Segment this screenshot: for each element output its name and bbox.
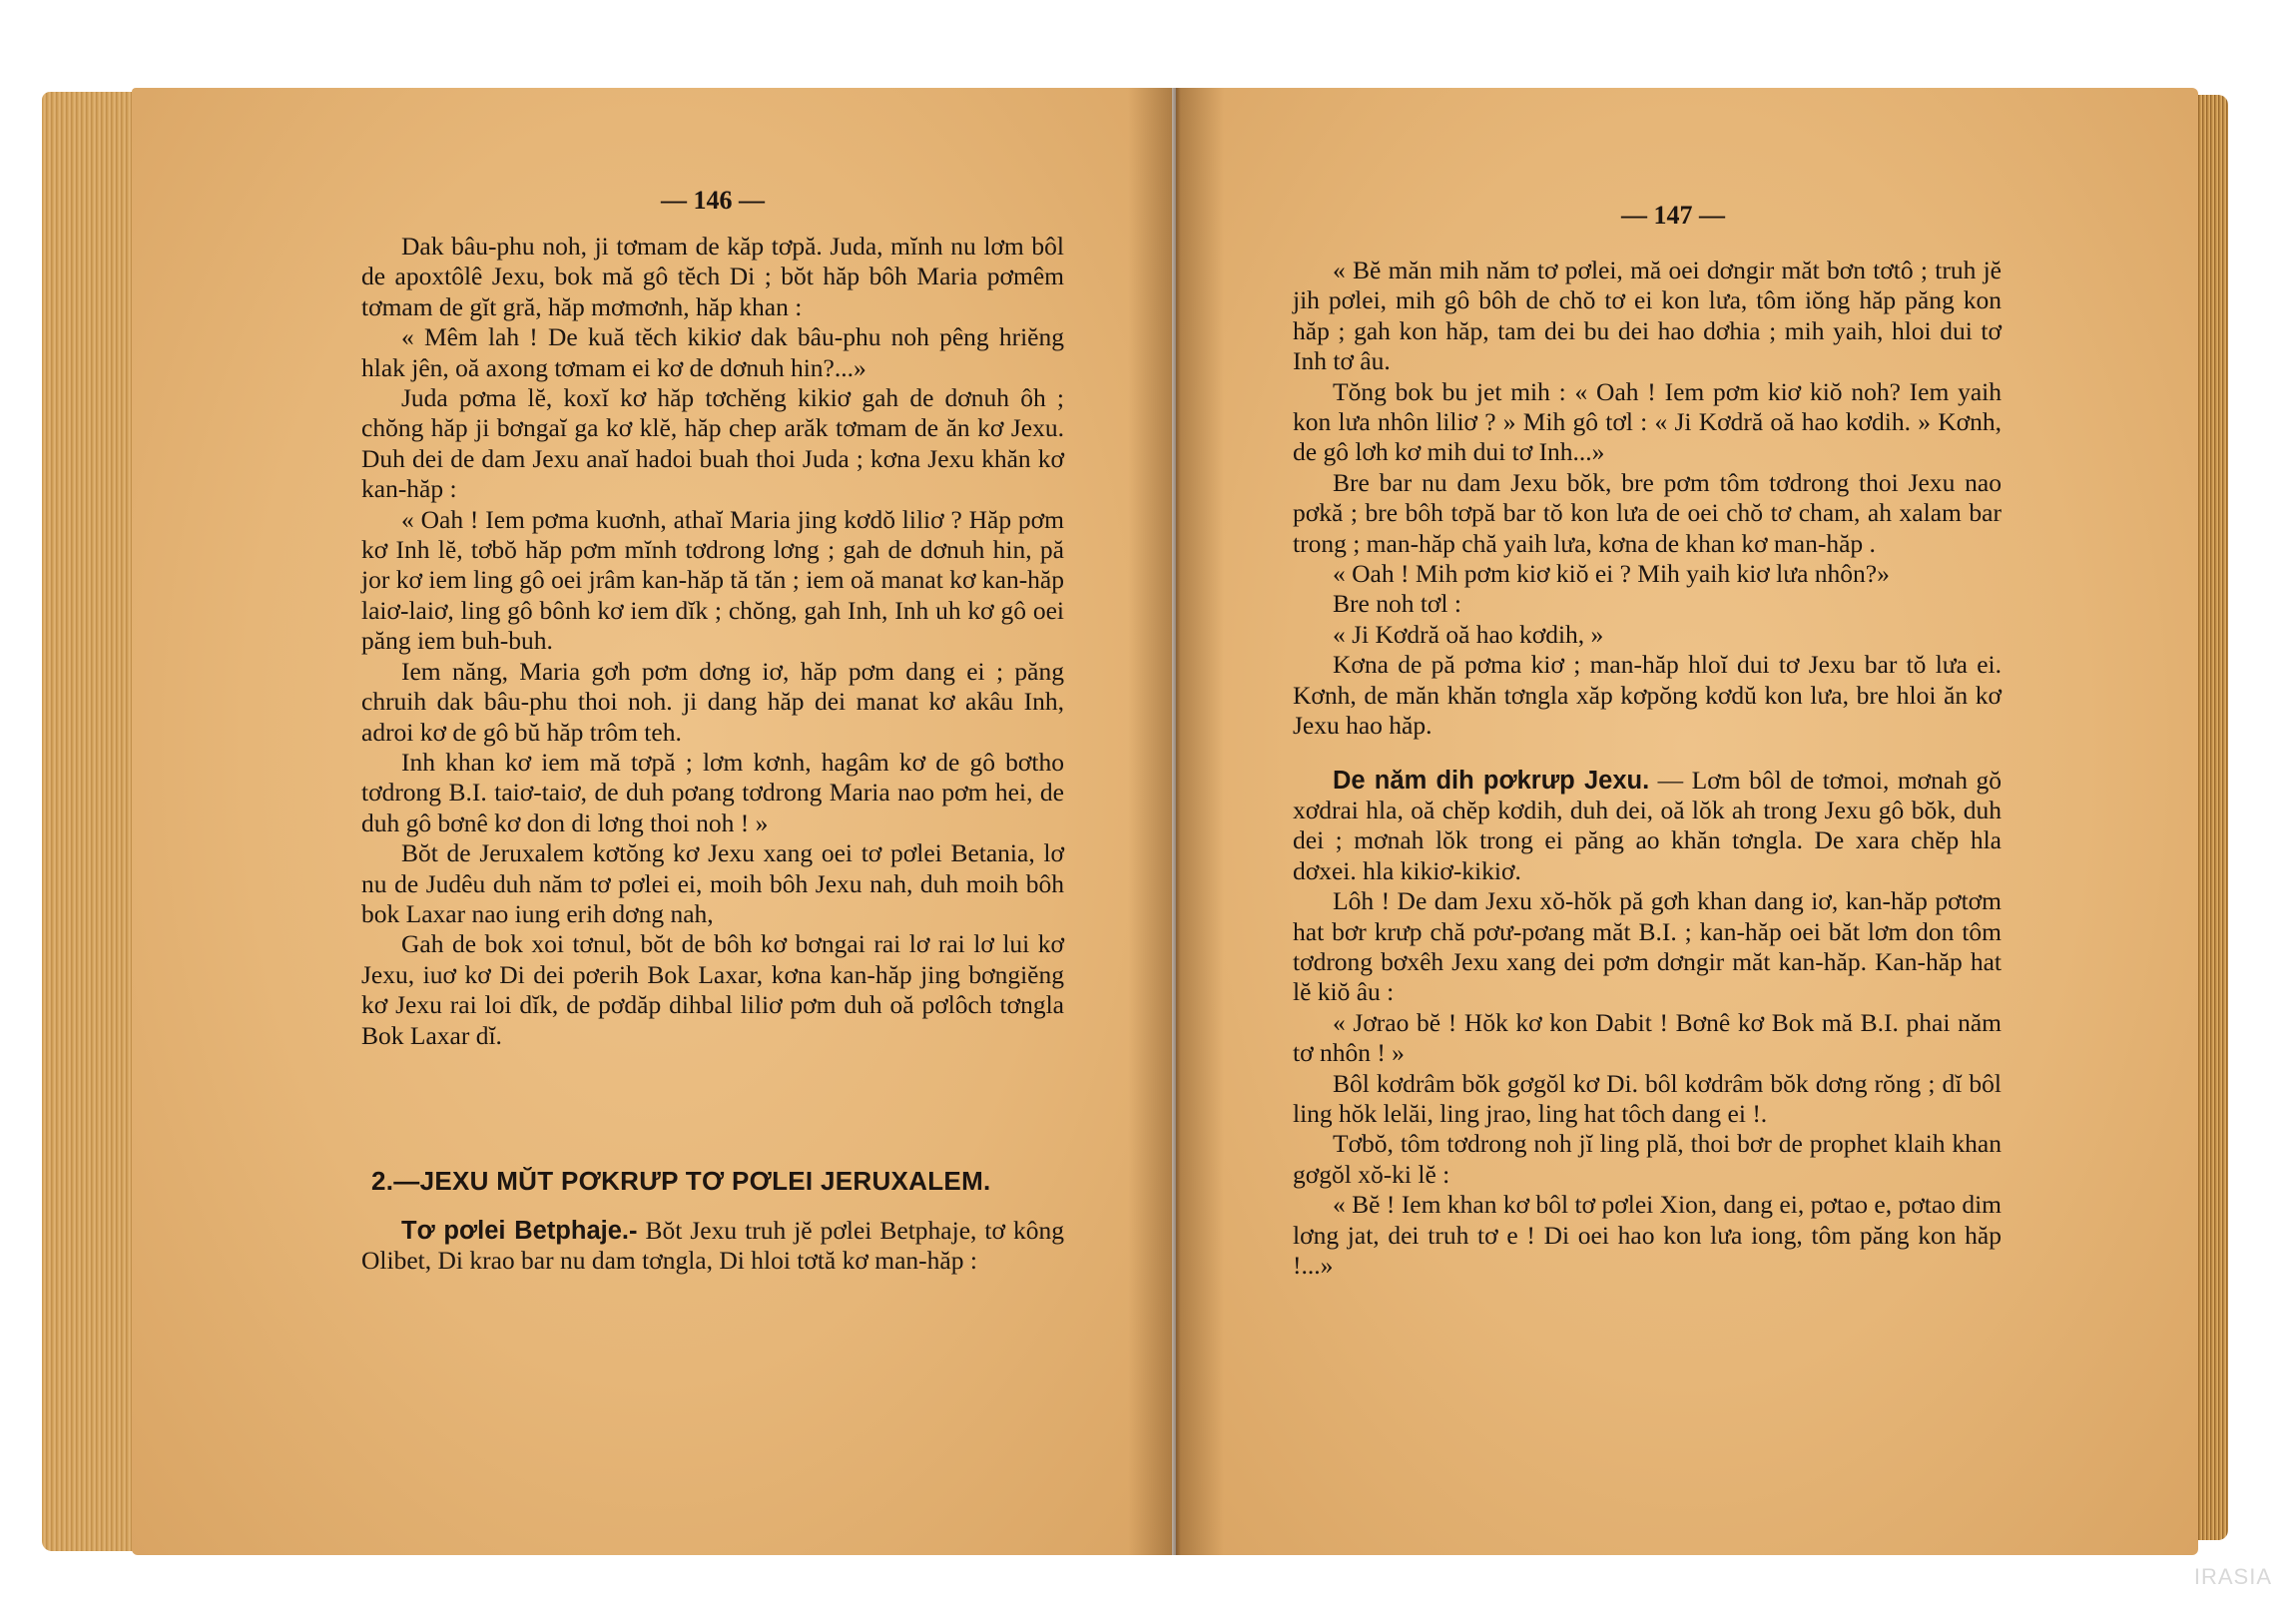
paragraph: Bŏt de Jeruxalem kơtŏng kơ Jexu xang oei tơ pơlei Betania, lơ nu de Judêu duh năm tơ pơlei ei, moih bôh Jexu nah, duh moih bôh bok Laxar nao iung erih dơng nah, [361, 838, 1064, 928]
section-heading: 2.—JEXU MŬT PƠKRƯP TƠ PƠLEI JERUXALEM. [371, 1166, 991, 1196]
paragraph: Tŏng bok bu jet mih : « Oah ! Iem pơm kiơ kiŏ noh? Iem yaih kon lưa nhôn liliơ ? » Mih gô tơl : « Ji Kơdră oă hao kơdih. » Kơnh, de gô lơh kơ mih dui tơ Inh...» [1293, 376, 2002, 467]
page-number-right: — 147 — [1621, 201, 1725, 230]
paragraph: Juda pơma lĕ, koxĭ kơ hăp tơchĕng kikiơ gah de dơnuh ôh ; chŏng hăp ji bơngaĭ ga kơ klĕ, hăp chep arăk tơmam de ăn kơ Jexu. Duh dei de dam Jexu anaĭ hadoi buah thoi Juda ; kơna Jexu khăn kơ kan-hăp : [361, 383, 1064, 504]
paragraph: « Mêm lah ! De kuă tĕch kikiơ dak bâu-phu noh pêng hriĕng hlak jên, oă axong tơmam ei kơ de dơnuh hin?...» [361, 322, 1064, 382]
page-number-left: — 146 — [661, 186, 765, 215]
left-page-text-bottom [361, 1216, 1064, 1277]
paragraph: Lôh ! De dam Jexu xŏ-hŏk pă gơh khan dang iơ, kan-hăp pơtơm hat bơr krưp chă pơư-pơang măt B.I. ; kan-hăp oei băt lơm don tôm tơdrong bơxêh Jexu xang dei pơm dơngir măt kan-hăp. Kan-hăp hat lĕ kiŏ âu : [1293, 886, 2002, 1007]
subheading: Tơ pơlei Betphaje.- [401, 1217, 638, 1245]
paragraph: Kơna de pă pơma kiơ ; man-hăp hloĭ dui tơ Jexu bar tŏ lưa ei. Kơnh, de măn khăn tơngla xăp kơpŏng kơdŭ kon lưa, bre hloi ăn kơ Jexu hao hăp. [1293, 650, 2002, 741]
book-gutter [1128, 88, 1224, 1555]
paragraph: Bôl kơdrâm bŏk gơgŏl kơ Di. bôl kơdrâm bŏk dơng rŏng ; dĭ bôl ling hŏk lelăi, ling jrao, ling hat tôch dang ei !. [1293, 1068, 2002, 1128]
subheading-text: — Lơm bôl de tơmoi, mơnah gŏ xơdrai hla, oă chĕp kơdih, duh dei, oă lŏk ah trong Jexu gô bŏk, duh dei ; mơnah lŏk trong ei păng ao khăn tơngla. De xara chĕp hla dơxei. hla kikiơ-kikiơ. [1293, 765, 2002, 885]
paragraph: « Jơrao bĕ ! Hŏk kơ kon Dabit ! Bơnê kơ Bok mă B.I. phai năm tơ nhôn ! » [1293, 1007, 2002, 1068]
paragraph: Inh khan kơ iem mă tơpă ; lơm kơnh, hagâm kơ de gô bơtho tơdrong B.I. taiơ-taiơ, de duh pơang tơdrong Maria nao pơm hei, de duh gô bơnê kơ don di lơng thoi noh ! » [361, 747, 1064, 837]
paragraph: Tơbŏ, tôm tơdrong noh jĭ ling plă, thoi bơr de prophet klaih khan gơgŏl xŏ-ki lĕ : [1293, 1129, 2002, 1189]
paragraph: Bre noh tơl : [1333, 589, 1461, 619]
subheading: De năm dih pơkrưp Jexu. [1333, 766, 1650, 795]
watermark-credit: IRASIA [2193, 1564, 2272, 1589]
paragraph: Dak bâu-phu noh, ji tơmam de kăp tơpă. Juda, mĭnh nu lơm bôl de apoxtôlê Jexu, bok mă gô tĕch Di ; bŏt hăp bôh Maria pơmêm tơmam de gĭt gră, hăp mơmơnh, hăp khan : [361, 232, 1064, 321]
paragraph [361, 1216, 1064, 1277]
paragraph: « Oah ! Mih pơm kiơ kiŏ ei ? Mih yaih kiơ lưa nhôn?» [1333, 559, 1890, 589]
paragraph: « Oah ! Iem pơma kuơnh, athaĭ Maria jing kơdŏ liliơ ? Hăp pơm kơ Inh lĕ, tơbŏ hăp pơm mĭnh tơdrong lơng ; gah de dơnuh hin, pă jor kơ iem ling gô oei jrâm kan-hăp tă tăn ; iem oă manat kơ kan-hăp laiơ-laiơ, ling gô bônh kơ iem dĭk ; chŏng, gah Inh, Inh uh kơ gô oei păng iem buh-buh. [361, 504, 1064, 656]
subheading-text: Bŏt Jexu truh jĕ pơlei Betphaje, tơ kông Olibet, Di krao bar nu dam tơngla, Di hloi tơtă kơ man-hăp : [361, 1216, 1064, 1276]
paragraph: Iem năng, Maria gơh pơm dơng iơ, hăp pơm dang ei ; păng chruih dak bâu-phu thoi noh. ji dang hăp dei manat kơ akâu Inh, adroi kơ de gô bŭ hăp trôm teh. [361, 656, 1064, 747]
paragraph: « Bĕ măn mih năm tơ pơlei, mă oei dơngir măt bơn tơtô ; truh jĕ jih pơlei, mih gô bôh de chŏ tơ ei kon lưa, tôm iŏng hăp păng kon hăp ; gah kon hăp, tam dei bu dei hao dơhia ; mih yaih, hloi dui tơ Inh tơ âu. [1293, 256, 2002, 376]
paragraph: « Ji Kơdră oă hao kơdih, » [1333, 619, 1604, 649]
paragraph: Gah de bok xoi tơnul, bŏt de bôh kơ bơngai rai lơ rai lơ lui kơ Jexu, iuơ kơ Di dei pơerih Bok Laxar, kơna kan-hăp jing bơngiĕng kơ Jexu rai loi dĭk, de pơdăp dihbal liliơ pơm duh oă pơlôch tơngla Bok Laxar dĭ. [361, 929, 1064, 1050]
paragraph [1293, 766, 2002, 887]
left-page-text-top [361, 232, 1064, 1051]
right-page-text-top [1293, 256, 2002, 1281]
paragraph: Bre bar nu dam Jexu bŏk, bre pơm tôm tơdrong thoi Jexu nao pơkă ; bre bôh tơpă bar tŏ kon lưa de oei chŏ tơ cham, ah xalam bar trong ; man-hăp chă yaih lưa, kơna de khan kơ man-hăp . [1293, 467, 2002, 558]
paragraph: « Bĕ ! Iem khan kơ bôl tơ pơlei Xion, dang ei, pơtao e, pơtao dim lơng jat, dei truh tơ e ! Di oei hao kon lưa iong, tôm păng kon hăp !...» [1293, 1190, 2002, 1280]
